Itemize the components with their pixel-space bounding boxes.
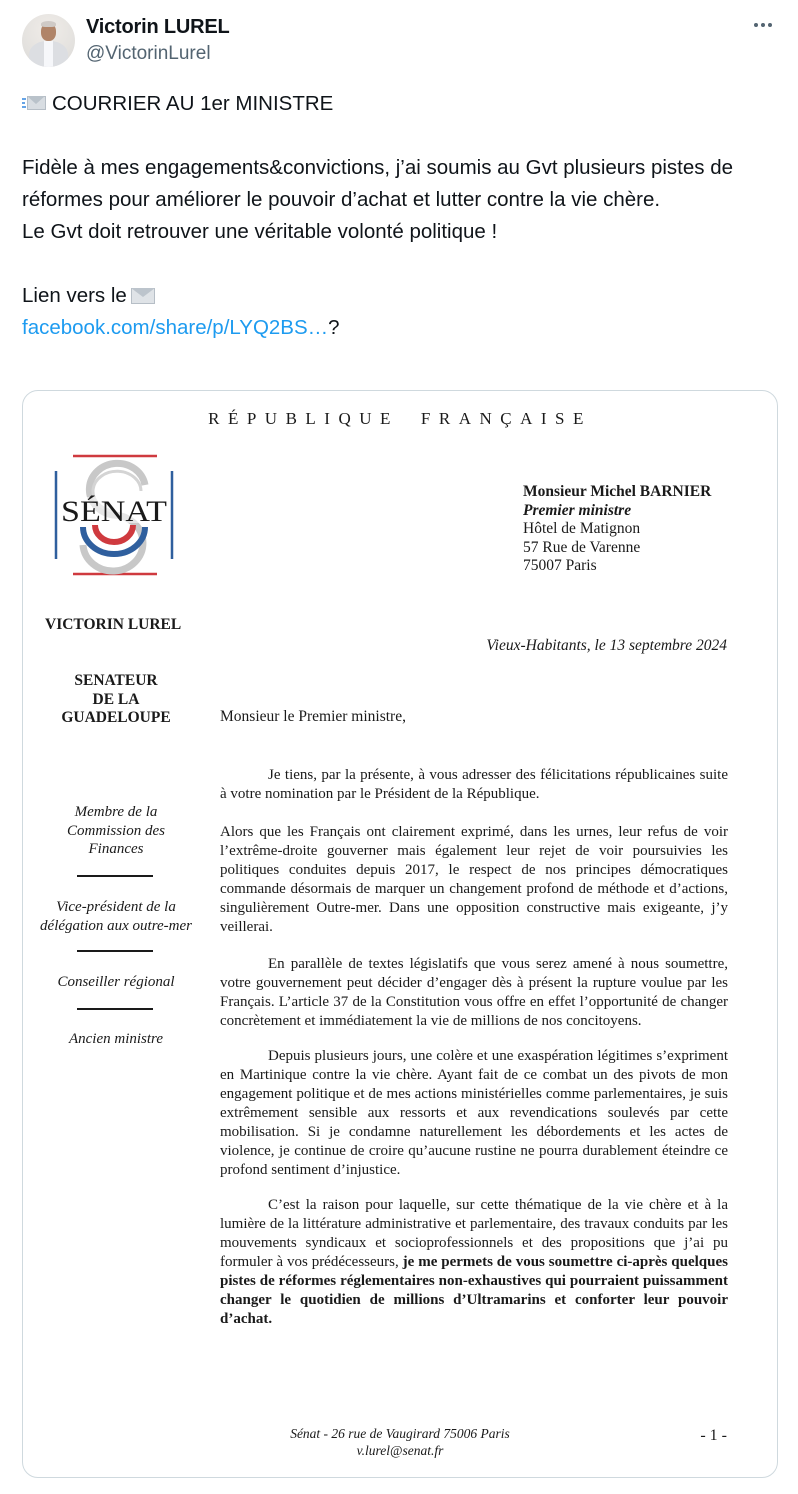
- letter-paragraph: [220, 955, 728, 1031]
- footer-email: v.lurel@senat.fr: [356, 1443, 444, 1458]
- avatar[interactable]: [22, 14, 75, 67]
- author-display-name[interactable]: Victorin LUREL: [86, 16, 230, 38]
- sender-title-line: GUADELOUPE: [61, 709, 171, 726]
- recipient-line-2: 57 Rue de Varenne: [523, 538, 641, 556]
- paragraph-text: C’est la raison pour laquelle, sur cette thématique de la vie chère et à la lumière de la littérature administrative et parlementaire, des travaux conduits par les mouvements syndicaux et socioprofessionnels et des propositions que j’ai pu formuler à vos prédécesseurs,: [220, 1197, 728, 1270]
- author-handle[interactable]: @VictorinLurel: [86, 43, 211, 64]
- sidebar-role: Membre de la Commission des Finances: [67, 804, 165, 857]
- letterhead-title: [23, 409, 777, 429]
- tweet-title: COURRIER AU 1er MINISTRE: [52, 92, 334, 115]
- sidebar-role: Conseiller régional: [57, 974, 175, 990]
- tweet-link-suffix: ?: [328, 316, 340, 339]
- sidebar-role: Ancien ministre: [68, 1031, 163, 1047]
- letter-document: [23, 391, 777, 1477]
- paragraph-text: En parallèle de textes législatifs que vous serez amené à nous soumettre, votre gouvernement peut décider d’engager dès à présent la rupture voulue par les Français. L’article 37 de la Constitution vous offre en effet l’opportunité de changer concrètement et immédiatement la vie de millions de nos concitoyens.: [220, 956, 728, 1029]
- senat-logo: [53, 453, 175, 577]
- paragraph-text: Depuis plusieurs jours, une colère et une exaspération légitimes s’expriment en Martinique contre la vie chère. Ayant fait de ce combat un des pivots de mon engagement politique et de mes actions ministérielles comme parlementaires, je suis extrêmement sensible aux ressorts et aux revendications soulevés par cette mobilisation. Si je condamne naturellement les débordements et les actes de violence, je continue de croire qu’aucune rustine ne pourra durablement éteindre ce profond sentiment d’injustice.: [220, 1048, 728, 1178]
- tweet-title-line: [22, 88, 782, 120]
- sender-title-line: DE LA: [92, 690, 140, 708]
- letterhead-word-2: FRANÇAISE: [420, 409, 592, 428]
- sidebar-divider: [77, 1008, 153, 1010]
- tweet-link-intro: Lien vers le: [22, 284, 127, 307]
- facebook-link[interactable]: facebook.com/share/p/LYQ2BS…: [22, 316, 329, 339]
- sidebar-divider: [77, 875, 153, 877]
- logo-text: SÉNAT: [61, 495, 167, 528]
- page-number: - 1 -: [700, 1427, 727, 1444]
- letter-footer: [23, 1425, 777, 1459]
- recipient-address: [523, 483, 711, 576]
- attached-image[interactable]: [22, 390, 778, 1478]
- letter-paragraph: [220, 1047, 728, 1180]
- avatar-shirt: [44, 41, 53, 67]
- sender-name: VICTORIN LUREL: [45, 616, 182, 633]
- envelope-icon: [131, 287, 155, 304]
- letter-paragraph: [220, 1196, 728, 1329]
- tweet-link-line: [22, 312, 782, 344]
- ellipsis-icon: [761, 23, 765, 27]
- salutation: Monsieur le Premier ministre,: [220, 708, 406, 725]
- letter-paragraph: [220, 823, 728, 937]
- paragraph-text: Alors que les Français ont clairement exprimé, dans les urnes, leur refus de voir l’extrême-droite gouverner mais également leur rejet de voir poursuivies les politiques conduites depuis 2017, le respect de nos principes démocratiques commande désormais de marquer un changement profond de méthode et d’actions, singulièrement Outre-mer. Dans une opposition constructive mais exigeante, j’y veillerai.: [220, 824, 728, 935]
- footer-address: Sénat - 26 rue de Vaugirard 75006 Paris: [290, 1426, 510, 1441]
- tweet-link-intro-line: [22, 280, 782, 312]
- avatar-hair: [41, 21, 56, 27]
- recipient-line-1: Hôtel de Matignon: [523, 520, 641, 537]
- recipient-title: Premier ministre: [523, 501, 632, 519]
- ellipsis-icon: [768, 23, 772, 27]
- sidebar-divider: [77, 950, 153, 952]
- sender-title: [33, 672, 199, 728]
- sender-title-line: SENATEUR: [74, 672, 158, 689]
- tweet-paragraph-2: Le Gvt doit retrouver une véritable volonté politique !: [22, 220, 498, 243]
- tweet-text: [22, 88, 782, 344]
- letter-paragraph: [220, 766, 728, 804]
- paragraph-bold-text: je me permets de vous soumettre ci-après quelques pistes de réformes réglementaires non-exhaustives qui pourraient puissamment changer le quotidien de millions d’Ultramarins et conforter leur pouvoir d’achat.: [220, 1254, 728, 1327]
- sidebar-role: Vice-président de la délégation aux outre-mer: [40, 899, 192, 934]
- incoming-envelope-icon: [22, 95, 46, 111]
- tweet-paragraph-1: Fidèle à mes engagements&convictions, j’ai soumis au Gvt plusieurs pistes de réformes pour améliorer le pouvoir d’achat et lutter contre la vie chère.: [22, 156, 734, 211]
- paragraph-text: Je tiens, par la présente, à vous adresser des félicitations républicaines suite à votre nomination par le Président de la République.: [220, 767, 728, 802]
- ellipsis-icon: [754, 23, 758, 27]
- recipient-line-3: 75007 Paris: [523, 557, 597, 574]
- place-date: Vieux-Habitants, le 13 septembre 2024: [486, 637, 727, 654]
- tweet-header: [22, 14, 782, 70]
- more-options-button[interactable]: [748, 17, 778, 33]
- recipient-name: Monsieur Michel BARNIER: [523, 483, 712, 500]
- letterhead-word-1: RÉPUBLIQUE: [208, 409, 399, 428]
